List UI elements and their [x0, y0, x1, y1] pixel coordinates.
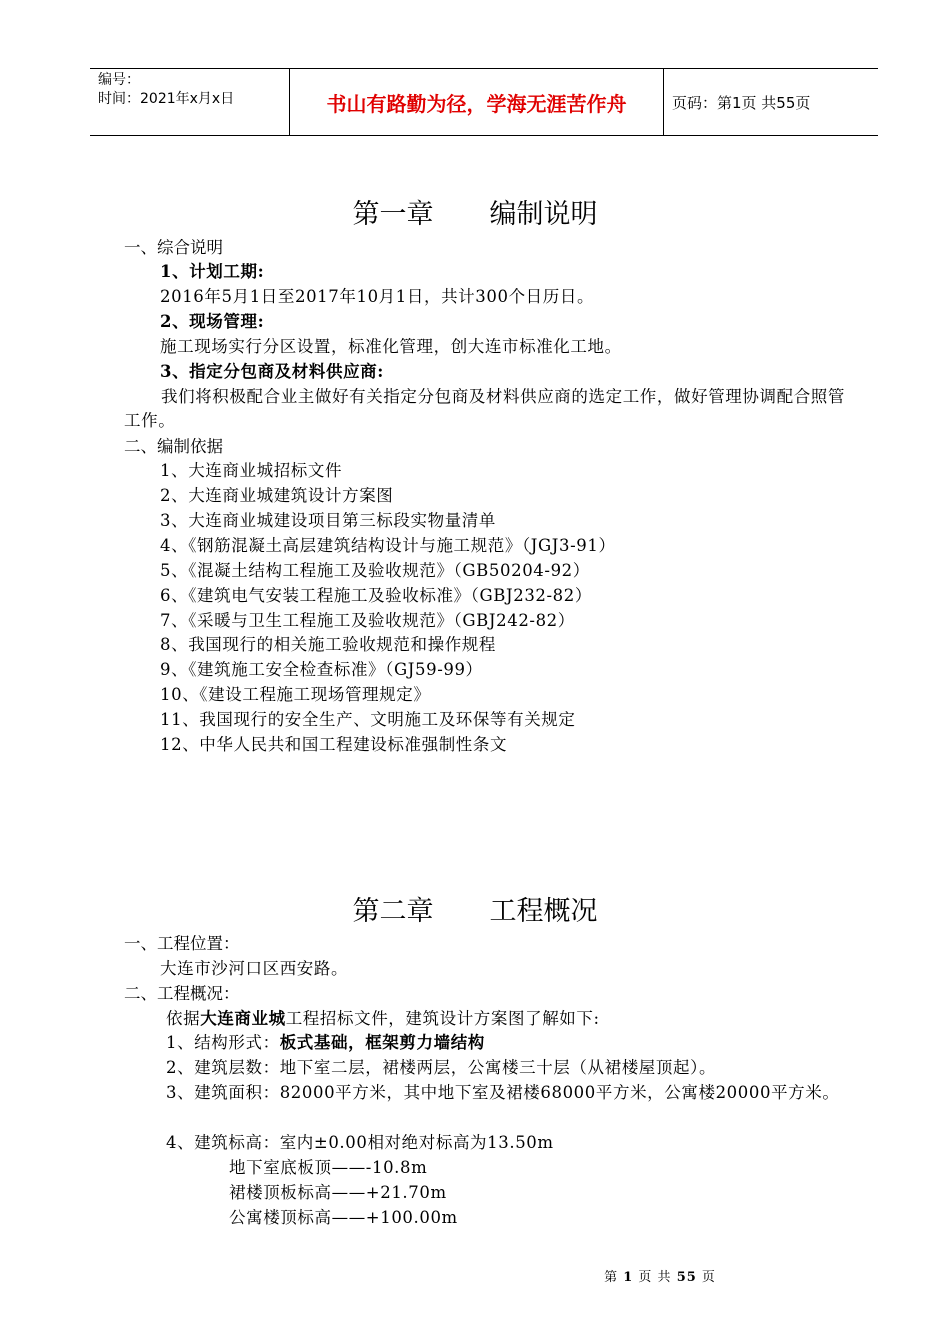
page-header — [90, 68, 878, 136]
basis-item: 3、大连商业城建设项目第三标段实物量清单 — [160, 511, 496, 530]
footer-post: 页 — [701, 1270, 716, 1285]
section-basis: 二、编制依据 — [124, 437, 223, 456]
chapter1-title — [0, 192, 950, 231]
intro-project-name: 大连商业城 — [200, 1009, 286, 1028]
time-label: 时间：2021年x月x日 — [98, 91, 235, 107]
basis-item: 6、《建筑电气安装工程施工及验收标准》（GBJ232-82） — [160, 586, 592, 605]
chapter2-heading: 工程概况 — [489, 896, 598, 927]
chapter1-number: 第一章 — [352, 199, 434, 230]
basis-item: 11、我国现行的安全生产、文明施工及环保等有关规定 — [160, 710, 576, 729]
elevation-line: 4、建筑标高：室内±0.00相对绝对标高为13.50m — [166, 1133, 554, 1152]
intro-suffix: 工程招标文件，建筑设计方案图了解如下: — [285, 1009, 600, 1028]
overview-intro — [166, 1007, 600, 1031]
section-general: 一、综合说明 — [124, 238, 223, 257]
elevation-item: 裙楼顶板标高——+21.70m — [229, 1183, 447, 1202]
floors-line: 2、建筑层数：地下室二层，裙楼两层，公寓楼三十层（从裙楼屋顶起）。 — [166, 1058, 717, 1077]
structure-label: 1、结构形式： — [166, 1033, 280, 1052]
page-label: 页码：第1页 共55页 — [672, 93, 811, 112]
basis-item: 9、《建筑施工安全检查标准》（GJ59-99） — [160, 660, 483, 679]
footer-mid: 页 共 — [638, 1270, 672, 1285]
elevation-item: 地下室底板顶——-10.8m — [229, 1158, 428, 1177]
item-site-heading: 2、现场管理: — [160, 312, 265, 331]
chapter1-heading: 编制说明 — [489, 199, 598, 230]
basis-item: 5、《混凝土结构工程施工及验收规范》（GB50204-92） — [160, 561, 590, 580]
number-label: 编号： — [98, 72, 140, 88]
intro-prefix: 依据 — [166, 1009, 201, 1028]
section-overview: 二、工程概况： — [124, 984, 240, 1003]
basis-item: 4、《钢筋混凝土高层建筑结构设计与施工规范》（JGJ3-91） — [160, 536, 616, 555]
basis-item: 7、《采暖与卫生工程施工及验收规范》（GBJ242-82） — [160, 611, 575, 630]
page-footer — [0, 1266, 950, 1285]
area-paragraph: 3、建筑面积：82000平方米，其中地下室及裙楼68000平方米，公寓楼20000平方米。 — [166, 1083, 840, 1102]
item-subcontract-text: 我们将积极配合业主做好有关指定分包商及材料供应商的选定工作，做好管理协调配合照管工作。 — [124, 387, 845, 430]
basis-item: 1、大连商业城招标文件 — [160, 461, 343, 480]
chapter2-number: 第二章 — [352, 896, 434, 927]
item-site-text: 施工现场实行分区设置，标准化管理，创大连市标准化工地。 — [160, 337, 622, 356]
location-text: 大连市沙河口区西安路。 — [160, 959, 349, 978]
item-schedule-heading: 1、计划工期: — [160, 262, 265, 281]
section-location: 一、工程位置： — [124, 934, 240, 953]
basis-item: 2、大连商业城建筑设计方案图 — [160, 486, 394, 505]
chapter2-title — [0, 889, 950, 928]
basis-item: 12、中华人民共和国工程建设标准强制性条文 — [160, 735, 508, 754]
basis-item: 10、《建设工程施工现场管理规定》 — [160, 685, 431, 704]
footer-total-pages: 55 — [676, 1270, 697, 1285]
item-schedule-text: 2016年5月1日至2017年10月1日，共计300个日历日。 — [160, 287, 595, 306]
motto: 书山有路勤为径，学海无涯苦作舟 — [290, 69, 664, 135]
footer-page-number: 1 — [623, 1270, 634, 1285]
item-subcontract-heading: 3、指定分包商及材料供应商: — [160, 362, 384, 381]
structure-value: 板式基础，框架剪力墙结构 — [279, 1033, 485, 1052]
footer-pre: 第 — [604, 1270, 619, 1285]
elevation-item: 公寓楼顶标高——+100.00m — [229, 1208, 458, 1227]
structure-line — [166, 1031, 485, 1055]
basis-item: 8、我国现行的相关施工验收规范和操作规程 — [160, 635, 496, 654]
header-info-cell — [90, 69, 290, 135]
